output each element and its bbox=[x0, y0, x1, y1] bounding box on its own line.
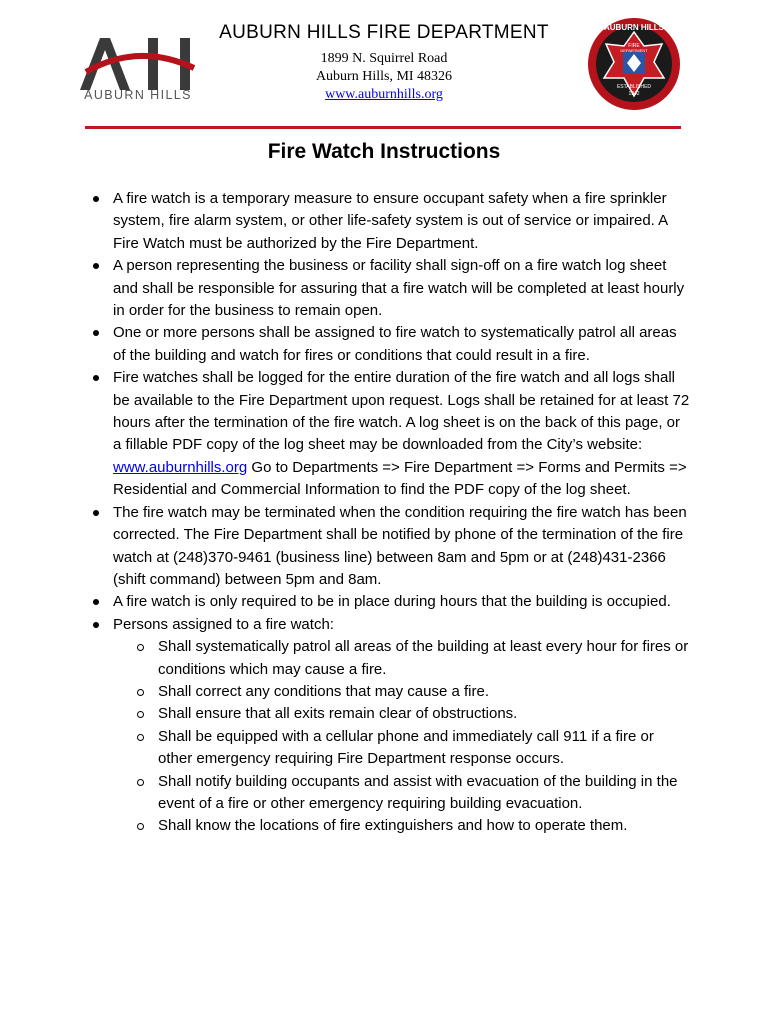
list-item-text: Fire watches shall be logged for the entire duration of the fire watch and all logs shall be available to the Fire Department upon request. Logs shall be retained for at least 72 hours after the termination of the fire watch. A log sheet is on the back of this page, or a fillable PDF copy of the log sheet may be downloaded from the City’s website: bbox=[113, 369, 690, 454]
duties-sublist bbox=[113, 636, 690, 838]
badge-top-text: AUBURN HILLS bbox=[604, 23, 664, 32]
list-item-text: Persons assigned to a fire watch: bbox=[113, 615, 334, 633]
list-item-text: Go to Departments => Fire Department => Forms and Permits => Residential and Commercial Information to find the PDF copy of the log sheet. bbox=[113, 458, 687, 499]
badge-fire-text: FIRE bbox=[628, 43, 640, 49]
list-item bbox=[90, 367, 690, 501]
instructions-list bbox=[90, 188, 690, 838]
header-divider bbox=[85, 126, 681, 129]
list-item: A fire watch is only required to be in place during hours that the building is occupied. bbox=[90, 591, 690, 613]
sublist-item: Shall ensure that all exits remain clear of obstructions. bbox=[113, 703, 690, 725]
sublist-item: Shall notify building occupants and assist with evacuation of the building in the event of a fire or other emergency requiring building evacuation. bbox=[113, 771, 690, 816]
list-item: A person representing the business or facility shall sign-off on a fire watch log sheet and shall be responsible for assuring that a fire watch will be completed at least hourly in order for the business to remain open. bbox=[90, 255, 690, 322]
list-item: One or more persons shall be assigned to fire watch to systematically patrol all areas of the building and watch for fires or conditions that could result in a fire. bbox=[90, 322, 690, 367]
department-name: AUBURN HILLS FIRE DEPARTMENT bbox=[219, 22, 549, 43]
address-line-2: Auburn Hills, MI 48326 bbox=[315, 69, 453, 84]
list-item: The fire watch may be terminated when the condition requiring the fire watch has been corrected. The Fire Department shall be notified by phone of the termination of the fire watch at (248)370-9461 (business line) between 8am and 5pm or at (248)431-2366 (shift command) between 5pm and 8am. bbox=[90, 502, 690, 592]
logo-caption: AUBURN HILLS bbox=[84, 88, 192, 102]
badge-dept-text: DEPARTMENT bbox=[620, 48, 648, 53]
sublist-item: Shall know the locations of fire extinguishers and how to operate them. bbox=[113, 815, 690, 837]
fire-department-badge bbox=[586, 16, 682, 112]
sublist-item: Shall systematically patrol all areas of the building at least every hour for fires or conditions which may cause a fire. bbox=[113, 636, 690, 681]
badge-year-text: 1942 bbox=[628, 91, 640, 97]
sublist-item: Shall be equipped with a cellular phone and immediately call 911 if a fire or other emergency requiring Fire Department response occurs. bbox=[113, 726, 690, 771]
badge-established-text: ESTABLISHED bbox=[616, 84, 652, 90]
letterhead bbox=[214, 22, 554, 104]
list-item bbox=[90, 614, 690, 838]
list-item: A fire watch is a temporary measure to ensure occupant safety when a fire sprinkler system, fire alarm system, or other life-safety system is out of service or impaired. A Fire Watch must be authorized by the Fire Department. bbox=[90, 188, 690, 255]
page-title: Fire Watch Instructions bbox=[267, 140, 501, 163]
address-line-1: 1899 N. Squirrel Road bbox=[320, 51, 448, 66]
website-link[interactable]: www.auburnhills.org bbox=[113, 458, 248, 476]
sublist-item: Shall correct any conditions that may cause a fire. bbox=[113, 681, 690, 703]
website-link[interactable]: www.auburnhills.org bbox=[325, 87, 443, 102]
